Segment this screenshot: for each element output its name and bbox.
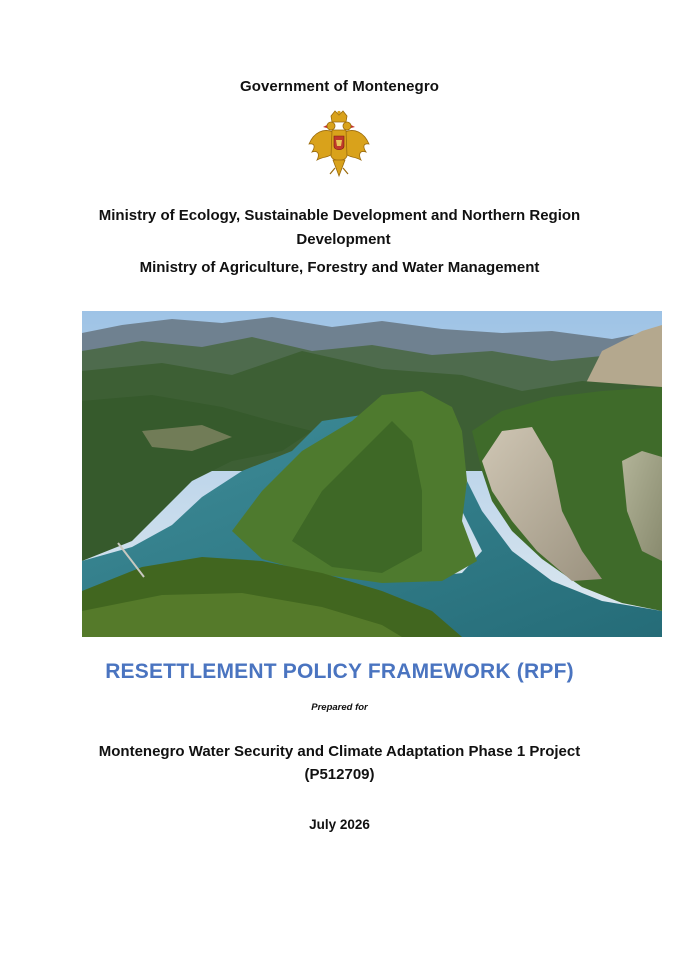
ministry-ecology-line2: Development bbox=[296, 231, 391, 248]
cover-landscape-photo bbox=[82, 311, 662, 637]
montenegro-coat-of-arms-icon bbox=[306, 110, 372, 182]
document-title: RESETTLEMENT POLICY FRAMEWORK (RPF) bbox=[105, 660, 574, 683]
document-date: July 2026 bbox=[309, 817, 370, 832]
project-id: (P512709) bbox=[304, 766, 375, 783]
project-name-line1: Montenegro Water Security and Climate Adaptation Phase 1 Project bbox=[98, 743, 581, 760]
prepared-for-label: Prepared for bbox=[311, 702, 368, 713]
government-heading: Government of Montenegro bbox=[239, 78, 440, 95]
ministry-ecology-line1: Ministry of Ecology, Sustainable Development and Northern Region bbox=[98, 207, 581, 224]
project-name bbox=[0, 740, 679, 786]
ministry-agriculture-heading: Ministry of Agriculture, Forestry and Water Management bbox=[139, 259, 540, 276]
ministry-ecology-heading bbox=[0, 204, 679, 252]
